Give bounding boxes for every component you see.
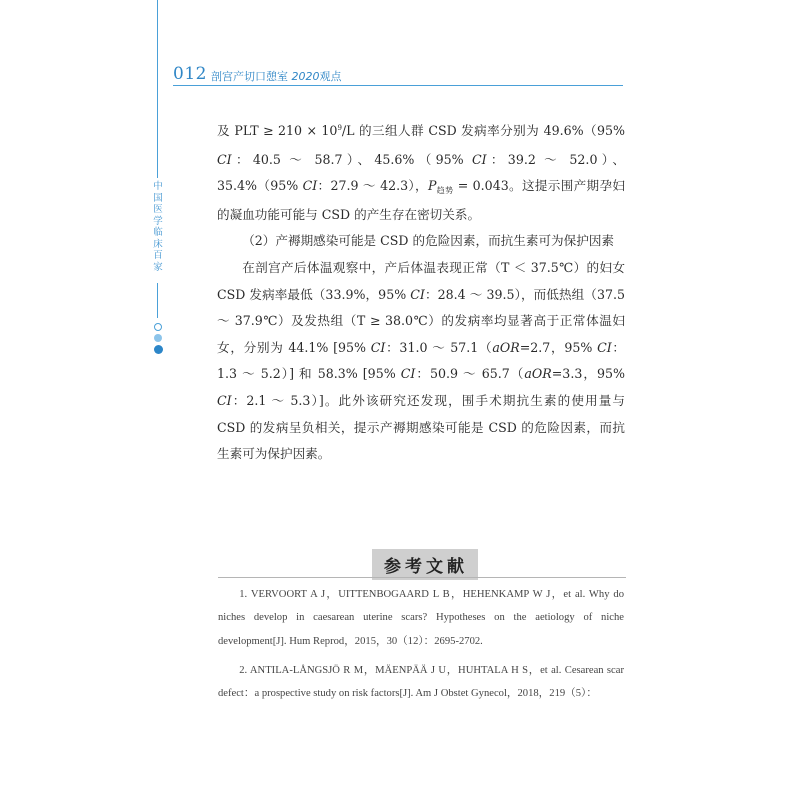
- text-run: = 0.043。这提示围产期孕妇的凝血功能可能与 CSD 的产生存在密切关系。: [217, 178, 625, 222]
- running-title-year: 2020: [291, 70, 320, 83]
- filled-dot-icon: [154, 345, 163, 354]
- text-run: ：1.3 ～ 5.2）] 和 58.3% [95%: [217, 339, 626, 382]
- p-label: P: [427, 178, 437, 194]
- reference-item: 2. ANTILA-LÅNGSJÖ R M，MÄENPÄÄ J U，HUHTALA H S，et al. Cesarean scar defect：a prospective study on risk factors[J]. Am J Obstet Gynecol，2018，219（5）：: [218, 664, 624, 700]
- references-heading: 参考文献: [372, 549, 478, 580]
- text-run: 在剖宫产后体温观察中，产后体温表现正常（T ＜ 37.5℃）的妇女 CSD 发病率最低（33.9%，95%: [217, 259, 625, 302]
- ci-label: CI: [471, 151, 487, 167]
- section-heading: （2）产褥期感染可能是 CSD 的危险因素，而抗生素可为保护因素: [242, 233, 615, 249]
- text-run: ：40.5 ～ 58.7）、45.6%（95%: [231, 151, 472, 167]
- text-run: ：28.4 ～ 39.5），而低热组（37.5 ～ 37.9℃）及发热组（T ≥ 38.0℃）的发病率均显著高于正常体温妇女，分别为 44.1% [95%: [217, 286, 625, 355]
- ci-label: CI: [597, 339, 612, 355]
- text-run: 及 PLT ≥ 210 × 10: [217, 123, 338, 138]
- references-rule: [218, 577, 626, 578]
- ci-label: CI: [370, 339, 386, 355]
- aor-label: aOR: [524, 366, 552, 382]
- ci-label: CI: [302, 178, 318, 194]
- page-header: [173, 64, 633, 86]
- running-title: [211, 68, 342, 84]
- running-title-suffix: 观点: [319, 70, 342, 83]
- margin-rule-middle: [157, 283, 158, 318]
- ci-label: CI: [410, 286, 425, 302]
- paragraph-3: [217, 255, 625, 468]
- ci-label: CI: [217, 392, 232, 408]
- superscript: 9: [337, 124, 342, 132]
- aor-label: aOR: [492, 339, 520, 355]
- text-run: ：31.0 ～ 57.1（: [385, 339, 493, 355]
- paragraph-1: [217, 118, 625, 228]
- text-run: =2.7，95%: [519, 339, 598, 355]
- references-heading-wrap: [372, 549, 478, 580]
- text-run: =3.3，95%: [551, 366, 625, 382]
- text-run: /L 的三组人群 CSD 发病率分别为 49.6%（95%: [341, 123, 625, 138]
- margin-dots: [151, 323, 165, 357]
- ci-label: CI: [217, 151, 232, 167]
- text-run: ：50.9 ～ 65.7（: [415, 366, 525, 382]
- margin-rule-top: [157, 0, 158, 178]
- ci-label: CI: [400, 366, 416, 382]
- light-dot-icon: [154, 334, 162, 342]
- series-title: 中国医学临床百家: [153, 181, 163, 273]
- text-run: ：27.9 ～ 42.3），: [317, 178, 428, 194]
- outline-dot-icon: [154, 323, 162, 331]
- text-run: ：39.2 ～ 52.0）、35.4%（95%: [217, 151, 625, 194]
- page-number: 012: [173, 64, 207, 84]
- header-rule: [173, 85, 623, 86]
- reference-list: [218, 583, 624, 711]
- running-title-prefix: 剖宫产切口憩室: [211, 70, 292, 83]
- body-text: [217, 118, 625, 468]
- reference-item: 1. VERVOORT A J，UITTENBOGAARD L B，HEHENKAMP W J，et al. Why do niches develop in caesarean uterine scars? Hypotheses on the aetiology of niche development[J]. Hum Reprod，2015，30（12）：2695-2702.: [218, 589, 624, 647]
- text-run: ：2.1 ～ 5.3）]。此外该研究还发现，围手术期抗生素的使用量与 CSD 的发病呈负相关，提示产褥期感染可能是 CSD 的危险因素，而抗生素可为保护因素。: [217, 392, 625, 462]
- subscript: 趋势: [436, 186, 454, 196]
